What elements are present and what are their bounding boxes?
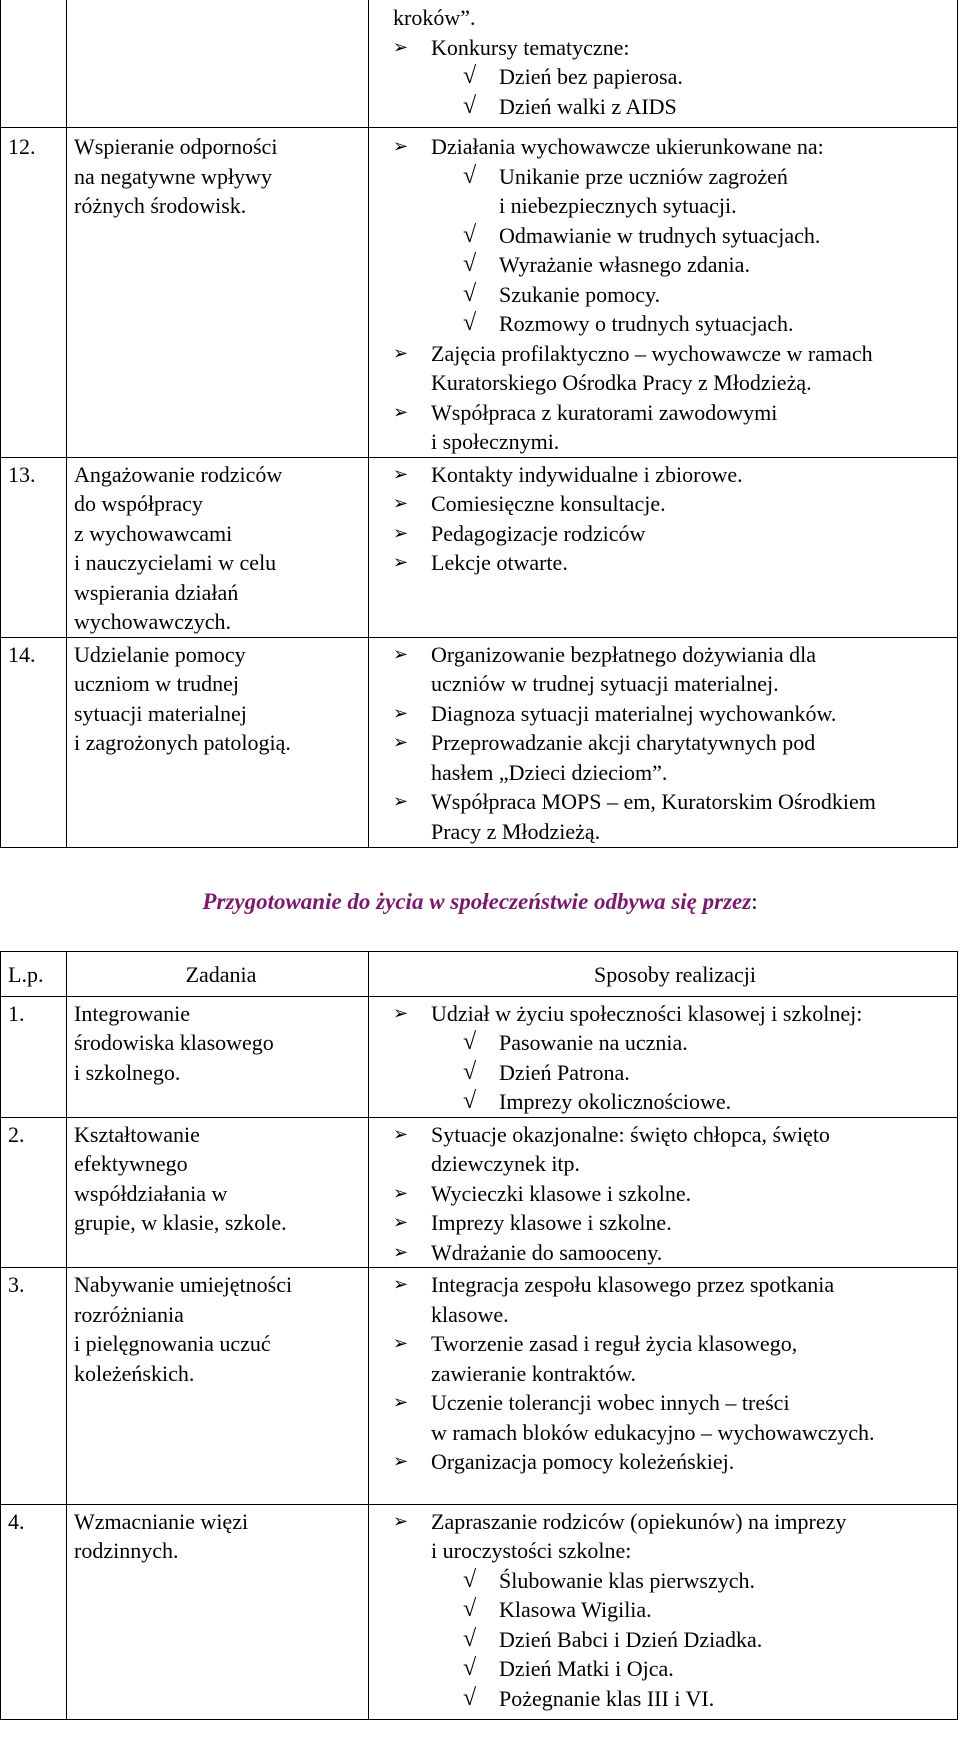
arrow-bullet-icon: ➢: [393, 1123, 409, 1145]
ways-cell: [369, 996, 958, 1117]
sub-text: Szukanie pomocy.: [499, 281, 661, 307]
list-item: [393, 398, 957, 428]
table-przygotowanie: [0, 951, 958, 1720]
sub-item: [393, 1566, 957, 1596]
arrow-bullet-icon: ➢: [393, 1212, 409, 1233]
item-text: Uczenie tolerancji wobec innych – treści: [431, 1390, 790, 1415]
item-text: Sytuacje okazjonalne: święto chłopca, święto: [431, 1121, 830, 1147]
task-line: uczniom w trudnej: [74, 671, 239, 696]
arrow-bullet-icon: ➢: [393, 1451, 409, 1472]
item-text: Organizowanie bezpłatnego dożywiania dla: [431, 641, 817, 667]
arrow-bullet-icon: ➢: [393, 136, 409, 157]
row-number: 14.: [8, 641, 36, 667]
check-icon: √: [463, 1029, 477, 1055]
item-continued: i społecznymi.: [431, 429, 560, 454]
item-continued: hasłem „Dzieci dzieciom”.: [431, 759, 668, 785]
ways-cell: [369, 0, 958, 128]
num-cell: [1, 637, 67, 848]
task-line: współdziałania w: [74, 1180, 228, 1206]
sub-item: [393, 1625, 957, 1655]
item-text: Pedagogizacje rodziców: [431, 520, 646, 546]
sub-text: Ślubowanie klas pierwszych.: [499, 1567, 755, 1593]
task-line: Udzielanie pomocy: [74, 641, 246, 667]
task-line: do współpracy: [74, 491, 203, 516]
sub-item: [393, 92, 957, 122]
sub-text: Odmawianie w trudnych sytuacjach.: [499, 222, 821, 248]
task-cell: [67, 996, 369, 1117]
item-continued: zawieranie kontraktów.: [431, 1360, 637, 1386]
check-icon: √: [463, 251, 477, 277]
num-cell: [1, 1268, 67, 1505]
arrow-bullet-icon: ➢: [393, 1182, 409, 1204]
table-row: [1, 457, 958, 637]
item-text: Zapraszanie rodziców (opiekunów) na imprezy: [431, 1508, 847, 1534]
check-icon: √: [463, 1684, 477, 1711]
item-text: Udział w życiu społeczności klasowej i szkolnej:: [431, 1000, 863, 1026]
sub-item: [393, 1028, 957, 1058]
sub-text: Dzień Matki i Ojca.: [499, 1656, 674, 1681]
list-item: [393, 1447, 957, 1477]
sub-text: Unikanie prze uczniów zagrożeń: [499, 163, 788, 189]
task-line: Wzmacnianie więzi: [74, 1508, 249, 1534]
item-text: Współpraca z kuratorami zawodowymi: [431, 399, 778, 425]
sub-text: Dzień Babci i Dzień Dziadka.: [499, 1626, 763, 1652]
row-number: 3.: [8, 1272, 25, 1297]
check-icon: √: [463, 1058, 477, 1085]
task-line: rozróżniania: [74, 1301, 184, 1327]
item-text: Lekcje otwarte.: [431, 550, 568, 575]
check-icon: √: [463, 221, 477, 248]
arrow-bullet-icon: ➢: [393, 1392, 409, 1413]
item-text: Organizacja pomocy koleżeńskiej.: [431, 1449, 735, 1474]
check-icon: √: [463, 162, 477, 189]
item-text: Integracja zespołu klasowego przez spotkania: [431, 1272, 835, 1297]
task-line: na negatywne wpływy: [74, 163, 272, 189]
arrow-bullet-icon: ➢: [393, 552, 409, 573]
check-icon: √: [463, 63, 477, 89]
arrow-bullet-icon: ➢: [393, 401, 409, 423]
ways-cell: [369, 637, 958, 848]
item-text: Przeprowadzanie akcji charytatywnych pod: [431, 730, 816, 755]
table-row: [1, 1268, 958, 1505]
num-cell: [1, 128, 67, 458]
num-cell: [1, 996, 67, 1117]
list-item: [393, 519, 957, 549]
task-line: grupie, w klasie, szkole.: [74, 1210, 287, 1235]
item-text: Zajęcia profilaktyczno – wychowawcze w ramach: [431, 340, 873, 366]
arrow-bullet-icon: ➢: [393, 463, 409, 485]
section-heading-text: Przygotowanie do życia w społeczeństwie odbywa się przez: [202, 889, 752, 914]
task-cell: [67, 637, 369, 848]
list-item: [393, 1270, 957, 1300]
row-number: 13.: [8, 461, 36, 487]
list-item: [393, 339, 957, 369]
ways-cell: [369, 128, 958, 458]
sub-item: [393, 62, 957, 92]
item-text: Wdrażanie do samooceny.: [431, 1239, 663, 1265]
check-icon: √: [463, 1625, 477, 1652]
list-item: [393, 1208, 957, 1238]
list-item: [393, 1388, 957, 1418]
ways-cell: [369, 1117, 958, 1268]
table-header-row: [1, 952, 958, 997]
task-line: Integrowanie: [74, 1000, 191, 1026]
task-line: koleżeńskich.: [74, 1360, 195, 1386]
sub-text: Wyrażanie własnego zdania.: [499, 252, 750, 277]
arrow-bullet-icon: ➢: [393, 1510, 409, 1532]
task-cell: [67, 457, 369, 637]
task-cell: [67, 1117, 369, 1268]
item-continued: uczniów w trudnej sytuacji materialnej.: [431, 671, 779, 696]
item-continued: w ramach bloków edukacyjno – wychowawczych.: [431, 1419, 875, 1445]
num-cell: [1, 457, 67, 637]
sub-text: Rozmowy o trudnych sytuacjach.: [499, 311, 794, 336]
list-item: [393, 1238, 957, 1268]
table-row: [1, 637, 958, 848]
ways-cell: [369, 1504, 958, 1720]
sub-text: Dzień bez papierosa.: [499, 64, 683, 89]
sub-text: Dzień Patrona.: [499, 1059, 630, 1085]
sub-item: [393, 1087, 957, 1117]
arrow-bullet-icon: ➢: [393, 522, 409, 544]
ways-cell: [369, 1268, 958, 1505]
item-text: Diagnoza sytuacji materialnej wychowanków.: [431, 700, 837, 726]
header-zadania: Zadania: [67, 952, 369, 997]
num-cell: [1, 0, 67, 128]
list-item: [393, 132, 957, 162]
row-number: 1.: [8, 1000, 25, 1026]
list-item: [393, 1329, 957, 1359]
task-line: i szkolnego.: [74, 1059, 181, 1085]
check-icon: √: [463, 92, 477, 119]
arrow-bullet-icon: ➢: [393, 1241, 409, 1263]
list-item: [393, 489, 957, 519]
sub-text: Klasowa Wigilia.: [499, 1597, 652, 1622]
sub-item-continued: [393, 191, 957, 221]
task-line: różnych środowisk.: [74, 193, 247, 218]
arrow-bullet-icon: ➢: [393, 732, 409, 753]
task-line: sytuacji materialnej: [74, 700, 247, 726]
sub-item: [393, 1654, 957, 1684]
check-icon: √: [463, 1566, 477, 1593]
arrow-bullet-icon: ➢: [393, 643, 409, 665]
sub-item: [393, 280, 957, 310]
task-line: z wychowawcami: [74, 520, 233, 546]
list-item: [393, 460, 957, 490]
arrow-bullet-icon: ➢: [393, 791, 409, 812]
table-row: [1, 996, 958, 1117]
item-text: Współpraca MOPS – em, Kuratorskim Ośrodkiem: [431, 789, 876, 814]
arrow-bullet-icon: ➢: [393, 36, 409, 58]
row-number: 4.: [8, 1508, 25, 1534]
task-line: efektywnego: [74, 1151, 188, 1176]
list-item: [393, 640, 957, 670]
sub-text: Pasowanie na ucznia.: [499, 1030, 688, 1055]
item-text: Imprezy klasowe i szkolne.: [431, 1210, 672, 1235]
task-cell: [67, 1504, 369, 1720]
task-line: i nauczycielami w celu: [74, 550, 277, 575]
table-row: [1, 0, 958, 128]
item-text: Tworzenie zasad i reguł życia klasowego,: [431, 1331, 798, 1356]
sub-text: i niebezpiecznych sytuacji.: [499, 193, 737, 218]
list-item: [393, 548, 957, 578]
item-continued: Pracy z Młodzieżą.: [431, 818, 601, 844]
continued-text: kroków”.: [393, 5, 476, 30]
sub-item: [393, 309, 957, 339]
section-heading: [0, 889, 960, 915]
check-icon: √: [463, 280, 477, 307]
arrow-bullet-icon: ➢: [393, 1002, 409, 1024]
row-number: 12.: [8, 134, 36, 159]
list-item: [393, 33, 957, 63]
sub-item: [393, 221, 957, 251]
sub-text: Dzień walki z AIDS: [499, 93, 677, 119]
task-cell: [67, 128, 369, 458]
task-line: wspierania działań: [74, 579, 239, 605]
header-lp: L.p.: [1, 952, 67, 997]
check-icon: √: [463, 310, 477, 336]
task-line: Nabywanie umiejętności: [74, 1272, 293, 1297]
list-item: [393, 1507, 957, 1537]
list-item: [393, 999, 957, 1029]
table-row: [1, 128, 958, 458]
task-line: i pielęgnowania uczuć: [74, 1331, 271, 1356]
arrow-bullet-icon: ➢: [393, 1274, 409, 1295]
header-sposoby: Sposoby realizacji: [369, 952, 958, 997]
arrow-bullet-icon: ➢: [393, 702, 409, 724]
check-icon: √: [463, 1596, 477, 1622]
list-item: [393, 728, 957, 758]
arrow-bullet-icon: ➢: [393, 493, 409, 514]
row-number: 2.: [8, 1121, 25, 1147]
num-cell: [1, 1504, 67, 1720]
sub-text: Pożegnanie klas III i VI.: [499, 1685, 715, 1711]
num-cell: [1, 1117, 67, 1268]
table-row: [1, 1117, 958, 1268]
task-line: środowiska klasowego: [74, 1030, 274, 1055]
task-cell: [67, 0, 369, 128]
arrow-bullet-icon: ➢: [393, 342, 409, 364]
task-line: Angażowanie rodziców: [74, 461, 283, 487]
task-line: Kształtowanie: [74, 1121, 200, 1147]
item-continued: dziewczynek itp.: [431, 1151, 581, 1176]
ways-cell: [369, 457, 958, 637]
item-text: Comiesięczne konsultacje.: [431, 491, 666, 516]
sub-item: [393, 1684, 957, 1714]
item-text: Działania wychowawcze ukierunkowane na:: [431, 134, 824, 159]
list-item: [393, 699, 957, 729]
sub-item: [393, 250, 957, 280]
list-item: [393, 787, 957, 817]
table-row: [1, 1504, 958, 1720]
task-line: rodzinnych.: [74, 1538, 179, 1563]
sub-text: Imprezy okolicznościowe.: [499, 1089, 732, 1114]
item-continued: Kuratorskiego Ośrodka Pracy z Młodzieżą.: [431, 370, 812, 395]
list-item: [393, 1179, 957, 1209]
task-line: wychowawczych.: [74, 609, 231, 634]
list-item: [393, 1120, 957, 1150]
item-continued: i uroczystości szkolne:: [431, 1538, 632, 1563]
arrow-bullet-icon: ➢: [393, 1333, 409, 1354]
table-realizacja-continued: [0, 0, 958, 848]
item-continued: klasowe.: [431, 1301, 509, 1327]
check-icon: √: [463, 1088, 477, 1114]
task-line: Wspieranie odporności: [74, 134, 278, 159]
sub-item: [393, 1595, 957, 1625]
item-text: Konkursy tematyczne:: [431, 34, 630, 60]
item-text: Wycieczki klasowe i szkolne.: [431, 1180, 692, 1206]
sub-item: [393, 1058, 957, 1088]
task-cell: [67, 1268, 369, 1505]
check-icon: √: [463, 1655, 477, 1681]
section-heading-colon: :: [751, 889, 758, 914]
sub-item: [393, 162, 957, 192]
task-line: i zagrożonych patologią.: [74, 730, 291, 755]
item-text: Kontakty indywidualne i zbiorowe.: [431, 461, 743, 487]
